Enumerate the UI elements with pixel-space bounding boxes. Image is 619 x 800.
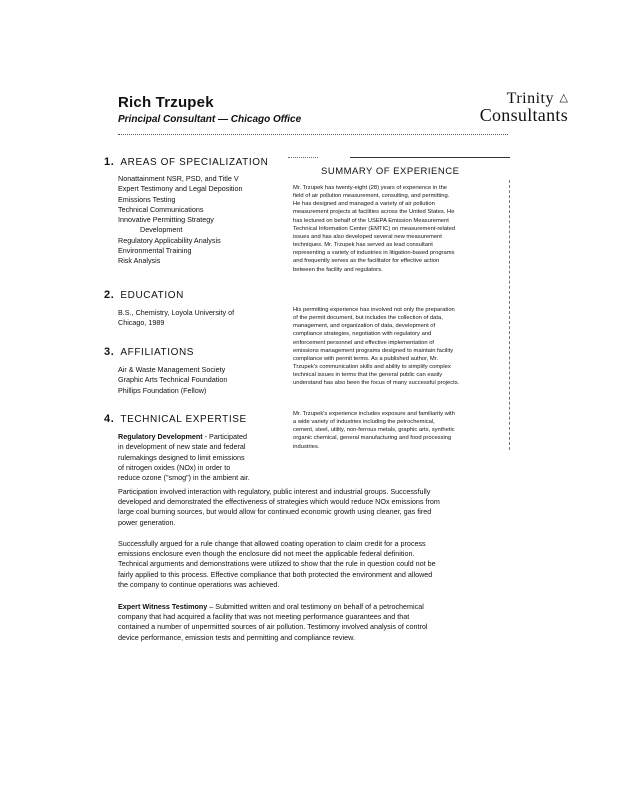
person-name: Rich Trzupek — [118, 94, 214, 111]
summary-line: Technical Information Center (EMTIC) on measurement-related — [293, 225, 456, 232]
section-heading-text: EDUCATION — [120, 290, 184, 301]
list-item: Air & Waste Management Society — [118, 365, 226, 374]
technical-paragraph-1 — [118, 487, 504, 528]
education-line: B.S., Chemistry, Loyola University of — [118, 308, 235, 317]
list-item: Nonattainment NSR, PSD, and Title V — [118, 174, 239, 183]
regulatory-development-block — [118, 432, 250, 483]
summary-paragraph-3 — [293, 410, 503, 451]
summary-paragraph-1 — [293, 184, 503, 274]
section-affiliations-heading — [104, 346, 194, 358]
section-number: 2. — [104, 289, 115, 301]
body-line: Successfully argued for a rule change that allowed coating operation to claim credit for a process — [118, 539, 426, 548]
summary-line: issues and has also developed several new measurement — [293, 233, 442, 240]
regulatory-development-label: Regulatory Development — [118, 432, 203, 441]
body-line: large coal burning sources, but would allow for continued economic growth using cleaner, gas fired — [118, 507, 432, 517]
regulatory-line: in development of new state and federal — [118, 442, 246, 452]
section-number: 3. — [104, 346, 115, 358]
summary-box-rule-left — [288, 157, 318, 158]
section-heading-text: TECHNICAL EXPERTISE — [120, 414, 247, 425]
section-heading-text: AREAS OF SPECIALIZATION — [120, 157, 269, 168]
section-heading-text: AFFILIATIONS — [120, 347, 195, 358]
specialization-list — [118, 174, 243, 267]
summary-heading: SUMMARY OF EXPERIENCE — [321, 166, 460, 177]
technical-paragraph-2 — [118, 539, 504, 590]
section-number: 1. — [104, 156, 115, 168]
summary-line: of the permit document, but includes the collection of data, — [293, 315, 443, 322]
expert-witness-text: – Submitted written and oral testimony on behalf of a petrochemical — [207, 602, 424, 611]
summary-box-rule — [350, 157, 510, 158]
regulatory-line: reduce ozone ("smog") in the ambient air. — [118, 473, 250, 483]
body-line: power generation. — [118, 517, 176, 527]
list-item: Graphic Arts Technical Foundation — [118, 375, 228, 385]
affiliations-list — [118, 365, 227, 396]
summary-line: has lectured on behalf of the USEPA Emission Measurement — [293, 217, 449, 224]
section-technical-heading — [104, 413, 247, 425]
summary-box-side — [509, 180, 510, 450]
section-education-heading — [104, 289, 184, 301]
list-item: Environmental Training — [118, 246, 192, 256]
summary-line: compliance strategies, negotiation with regulatory and — [293, 331, 432, 338]
body-line: emissions enclosure even though the enclosure did not meet the applicable federal definition. — [118, 549, 415, 559]
summary-line: technical issues in terms that the general public can easily — [293, 372, 443, 379]
body-line: the company to continue operations was achieved. — [118, 579, 280, 589]
education-line: Chicago, 1989 — [118, 318, 165, 328]
logo-line2: Consultants — [479, 105, 568, 125]
logo-line1: Trinity — [506, 90, 554, 107]
logo-triangle-icon: △ — [559, 92, 568, 104]
list-item: Emissions Testing — [118, 194, 176, 204]
regulatory-line: of nitrogen oxides (NOx) in order to — [118, 462, 231, 472]
body-line: company that had acquired a facility that was not meeting performance guarantees and that — [118, 612, 410, 622]
list-item: Risk Analysis — [118, 256, 161, 266]
expert-witness-label: Expert Witness Testimony — [118, 602, 208, 611]
education-text — [118, 308, 234, 329]
list-item: Technical Communications — [118, 204, 204, 214]
summary-line: His permitting experience has involved not only the preparation — [293, 307, 455, 313]
header-divider — [118, 134, 508, 135]
body-line: Participation involved interaction with regulatory, public interest and industrial groups. Successfully — [118, 487, 431, 496]
person-title: Principal Consultant — Chicago Office — [118, 114, 302, 125]
list-item: Innovative Permitting Strategy — [118, 215, 214, 225]
summary-line: and frequently serves as the facilitator for effective action — [293, 258, 440, 265]
regulatory-development-text: - Participated — [202, 432, 248, 441]
summary-line: enforcement personnel and effective implementation of — [293, 339, 435, 346]
section-number: 4. — [104, 413, 115, 425]
summary-line: a wide variety of industries including the petrochemical, — [293, 419, 435, 426]
list-item: Development — [140, 225, 183, 235]
summary-line: field of air pollution measurement, consulting, and permitting. — [293, 193, 450, 200]
list-item: Regulatory Applicability Analysis — [118, 235, 221, 245]
summary-line: management, and organization of data, development of — [293, 323, 436, 330]
summary-line: Trzupek's communication skills and ability to simplify complex — [293, 364, 451, 371]
summary-line: emissions management programs designed to maintain facility — [293, 347, 454, 354]
summary-line: representing a variety of industries in litigation-based programs — [293, 250, 455, 257]
body-line: contained a number of unpermitted sources of air pollution. Testimony involved analysis of control — [118, 622, 428, 632]
summary-line: Mr. Trzupek's experience includes exposure and familiarity with — [293, 411, 455, 417]
list-item: Expert Testimony and Legal Deposition — [118, 184, 243, 194]
regulatory-line: rulemakings designed to limit emissions — [118, 452, 245, 462]
body-line: fairly applied to this process. Effective compliance that both protected the environment and allowed — [118, 569, 433, 579]
summary-line: Mr. Trzupek has twenty-eight (28) years of experience in the — [293, 185, 448, 191]
section-specialization-heading — [104, 156, 268, 168]
body-line: Technical arguments and demonstrations were utilized to show that the rule in question could not be — [118, 559, 436, 569]
expert-witness-paragraph — [118, 602, 504, 643]
summary-line: between the facility and regulators. — [293, 266, 383, 273]
summary-line: organic chemical, general manufacturing and food processing — [293, 435, 452, 442]
summary-line: industries. — [293, 443, 320, 450]
summary-line: cement, steel, utility, non-ferrous metals, graphic arts, synthetic — [293, 427, 455, 434]
summary-line: techniques. Mr. Trzupek has served as lead consultant — [293, 242, 433, 249]
summary-line: He has designed and managed a variety of air pollution — [293, 201, 435, 208]
list-item: Phillips Foundation (Fellow) — [118, 385, 207, 395]
summary-line: measurement projects at facilities across the United States. He — [293, 209, 455, 216]
summary-line: understand has also been the focus of many successful projects. — [293, 380, 460, 387]
body-line: developed and demonstrated the effectiveness of strategies which would reduce NOx emissions from — [118, 497, 440, 507]
trinity-consultants-logo — [472, 91, 568, 127]
summary-line: compliance with permit terms. As a published author, Mr. — [293, 355, 438, 362]
body-line: device performance, emission tests and permitting and compliance review. — [118, 632, 355, 642]
summary-paragraph-2 — [293, 306, 503, 388]
